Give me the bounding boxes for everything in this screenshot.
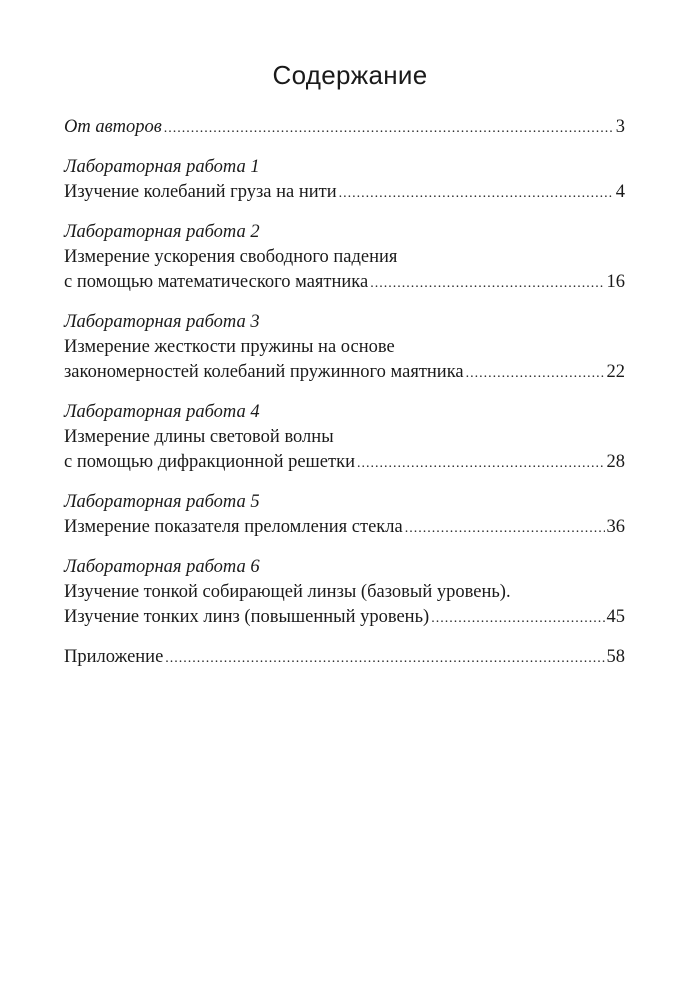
- page-number: 36: [606, 517, 625, 537]
- page-number: 58: [606, 647, 625, 667]
- dot-leader: [339, 181, 614, 206]
- page-number: 45: [606, 607, 625, 627]
- toc-entry: [64, 555, 625, 631]
- toc-entry-title: закономерностей колебаний пружинного маятника: [64, 362, 464, 382]
- toc-entry-leader-line: [64, 645, 625, 671]
- dot-leader: [357, 451, 605, 476]
- toc-entry: [64, 400, 625, 476]
- toc-entry: [64, 490, 625, 541]
- toc-entry-text-line: Изучение тонкой собирающей линзы (базовый уровень).: [64, 582, 511, 602]
- toc-entry-leader-line: [64, 450, 625, 476]
- toc-entry-leader-line: [64, 115, 625, 141]
- toc-entry-text-line: Измерение длины световой волны: [64, 427, 334, 447]
- toc-entry-title: Приложение: [64, 647, 164, 667]
- dot-leader: [431, 606, 604, 631]
- dot-leader: [164, 116, 614, 141]
- toc-entry-leader-line: [64, 270, 625, 296]
- toc-entry-title: Изучение колебаний груза на нити: [64, 182, 337, 202]
- table-of-contents: [64, 115, 625, 685]
- toc-entry: [64, 310, 625, 386]
- dot-leader: [370, 271, 604, 296]
- page-number: 22: [606, 362, 625, 382]
- toc-entry-title: Изучение тонких линз (повышенный уровень): [64, 607, 430, 627]
- toc-entry-heading: Лабораторная работа 1: [64, 157, 260, 177]
- toc-entry-text-line: Измерение жесткости пружины на основе: [64, 337, 395, 357]
- toc-entry-heading: Лабораторная работа 2: [64, 222, 260, 242]
- toc-entry-heading: Лабораторная работа 5: [64, 492, 260, 512]
- dot-leader: [466, 361, 605, 386]
- toc-entry-text-line: Измерение ускорения свободного падения: [64, 247, 398, 267]
- toc-entry-title: с помощью дифракционной решетки: [64, 452, 355, 472]
- toc-entry-title: с помощью математического маятника: [64, 272, 369, 292]
- dot-leader: [165, 646, 604, 671]
- toc-entry-heading: Лабораторная работа 6: [64, 557, 260, 577]
- toc-entry-title: Измерение показателя преломления стекла: [64, 517, 403, 537]
- toc-entry-heading: Лабораторная работа 3: [64, 312, 260, 332]
- page-number: 28: [606, 452, 625, 472]
- toc-entry-leader-line: [64, 180, 625, 206]
- toc-entry: [64, 645, 625, 671]
- toc-entry-leader-line: [64, 605, 625, 631]
- page-number: 4: [615, 182, 625, 202]
- toc-entry-title: От авторов: [64, 117, 162, 137]
- toc-entry: [64, 220, 625, 296]
- toc-entry-leader-line: [64, 360, 625, 386]
- toc-entry: [64, 115, 625, 141]
- page-number: 16: [606, 272, 625, 292]
- dot-leader: [405, 516, 605, 541]
- toc-entry-leader-line: [64, 515, 625, 541]
- page-number: 3: [615, 117, 625, 137]
- toc-entry: [64, 155, 625, 206]
- page-title: Содержание: [272, 60, 428, 90]
- toc-entry-heading: Лабораторная работа 4: [64, 402, 260, 422]
